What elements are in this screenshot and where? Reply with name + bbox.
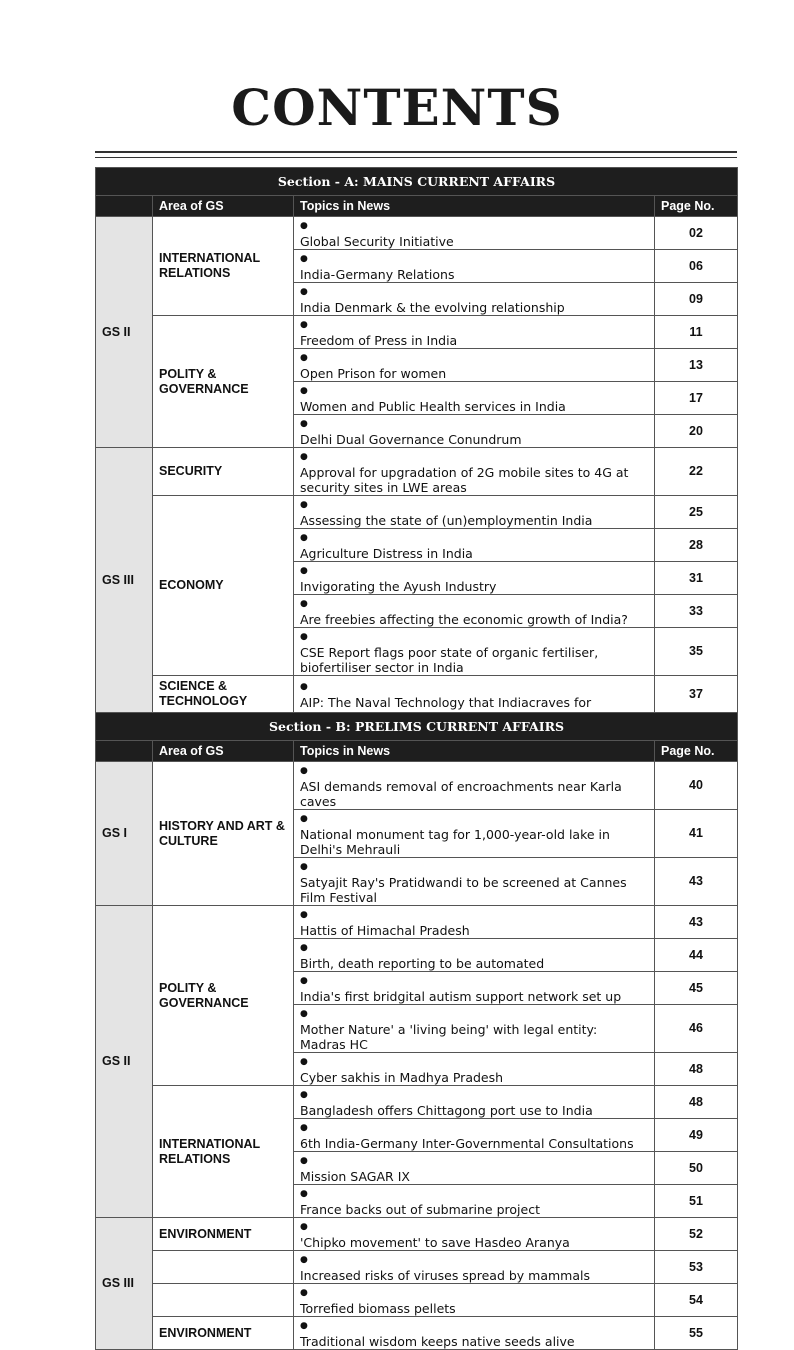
topic-link[interactable]: ●Are freebies affecting the economic growth of India?: [294, 595, 655, 628]
page-number[interactable]: 43: [655, 858, 738, 906]
area-label: ENVIRONMENT: [153, 1317, 294, 1350]
header-topics: Topics in News: [294, 196, 655, 217]
bullet-icon: ●: [300, 766, 308, 776]
bullet-icon: ●: [300, 1090, 308, 1100]
page-number[interactable]: 53: [655, 1251, 738, 1284]
page-number[interactable]: 43: [655, 906, 738, 939]
topic-link[interactable]: ●Mother Nature' a 'living being' with legal entity: Madras HC: [294, 1005, 655, 1053]
topic-link[interactable]: ●Open Prison for women: [294, 349, 655, 382]
title-rule-thin: [95, 157, 737, 158]
bullet-icon: ●: [300, 221, 308, 231]
bullet-icon: ●: [300, 814, 308, 824]
page-number[interactable]: 54: [655, 1284, 738, 1317]
page-number[interactable]: 46: [655, 1005, 738, 1053]
topic-link[interactable]: ●Freedom of Press in India: [294, 316, 655, 349]
bullet-icon: ●: [300, 419, 308, 429]
page-number[interactable]: 31: [655, 562, 738, 595]
bullet-icon: ●: [300, 1321, 308, 1331]
section-a-title: Section - A: MAINS CURRENT AFFAIRS: [96, 168, 738, 196]
page-number[interactable]: 17: [655, 382, 738, 415]
bullet-icon: ●: [300, 452, 308, 462]
header-area: Area of GS: [153, 741, 294, 762]
topic-link[interactable]: ●ASI demands removal of encroachments near Karla caves: [294, 762, 655, 810]
topic-link[interactable]: ●Mission SAGAR IX: [294, 1152, 655, 1185]
page-number[interactable]: 09: [655, 283, 738, 316]
bullet-icon: ●: [300, 1222, 308, 1232]
header-area: Area of GS: [153, 196, 294, 217]
bullet-icon: ●: [300, 287, 308, 297]
page-title: CONTENTS: [231, 78, 563, 137]
topic-link[interactable]: ●Increased risks of viruses spread by mammals: [294, 1251, 655, 1284]
bullet-icon: ●: [300, 500, 308, 510]
gs-paper-label: GS II: [96, 906, 153, 1218]
topic-link[interactable]: ●France backs out of submarine project: [294, 1185, 655, 1218]
page-number[interactable]: 25: [655, 496, 738, 529]
bullet-icon: ●: [300, 1009, 308, 1019]
bullet-icon: ●: [300, 320, 308, 330]
topic-link[interactable]: ●Satyajit Ray's Pratidwandi to be screened at Cannes Film Festival: [294, 858, 655, 906]
bullet-icon: ●: [300, 1123, 308, 1133]
topic-link[interactable]: ●Delhi Dual Governance Conundrum: [294, 415, 655, 448]
page-number[interactable]: 28: [655, 529, 738, 562]
page-number[interactable]: 20: [655, 415, 738, 448]
bullet-icon: ●: [300, 632, 308, 642]
topic-link[interactable]: ●AIP: The Naval Technology that Indiacraves for: [294, 676, 655, 713]
header-blank: [96, 741, 153, 762]
section-a-column-headers: [96, 196, 738, 217]
bullet-icon: ●: [300, 910, 308, 920]
header-page: Page No.: [655, 196, 738, 217]
table-row: [96, 1086, 738, 1119]
page-number[interactable]: 35: [655, 628, 738, 676]
topic-link[interactable]: ●India's first bridgital autism support network set up: [294, 972, 655, 1005]
bullet-icon: ●: [300, 386, 308, 396]
section-a-header-row: [96, 168, 738, 196]
page-number[interactable]: 40: [655, 762, 738, 810]
title-rule-thick: [95, 151, 737, 153]
page-number[interactable]: 48: [655, 1086, 738, 1119]
bullet-icon: ●: [300, 1255, 308, 1265]
topic-link[interactable]: ●India Denmark & the evolving relationship: [294, 283, 655, 316]
topic-link[interactable]: ●Hattis of Himachal Pradesh: [294, 906, 655, 939]
gs-paper-label: GS I: [96, 762, 153, 906]
topic-link[interactable]: ●National monument tag for 1,000-year-old lake in Delhi's Mehrauli: [294, 810, 655, 858]
topic-link[interactable]: ●Agriculture Distress in India: [294, 529, 655, 562]
page-number[interactable]: 51: [655, 1185, 738, 1218]
section-b-title: Section - B: PRELIMS CURRENT AFFAIRS: [96, 713, 738, 741]
table-row: [96, 906, 738, 939]
bullet-icon: ●: [300, 1057, 308, 1067]
page-number[interactable]: 33: [655, 595, 738, 628]
table-row: [96, 496, 738, 529]
page-number[interactable]: 50: [655, 1152, 738, 1185]
bullet-icon: ●: [300, 862, 308, 872]
area-label: POLITY & GOVERNANCE: [153, 316, 294, 448]
bullet-icon: ●: [300, 566, 308, 576]
topic-link[interactable]: ●Women and Public Health services in India: [294, 382, 655, 415]
area-label: SCIENCE & TECHNOLOGY: [153, 676, 294, 713]
page-number[interactable]: 13: [655, 349, 738, 382]
area-label-empty: [153, 1284, 294, 1317]
table-row: [96, 316, 738, 349]
topic-link[interactable]: ●Birth, death reporting to be automated: [294, 939, 655, 972]
table-row: [96, 217, 738, 250]
page-number[interactable]: 52: [655, 1218, 738, 1251]
gs-paper-label: GS III: [96, 1218, 153, 1350]
bullet-icon: ●: [300, 976, 308, 986]
area-label: HISTORY AND ART & CULTURE: [153, 762, 294, 906]
bullet-icon: ●: [300, 599, 308, 609]
page-number[interactable]: 44: [655, 939, 738, 972]
topic-link[interactable]: ●Invigorating the Ayush Industry: [294, 562, 655, 595]
topic-link[interactable]: ●Assessing the state of (un)employmentin India: [294, 496, 655, 529]
page-number[interactable]: 02: [655, 217, 738, 250]
page-number[interactable]: 45: [655, 972, 738, 1005]
table-row: [96, 762, 738, 810]
page-number[interactable]: 41: [655, 810, 738, 858]
topic-link[interactable]: ●Bangladesh offers Chittagong port use to India: [294, 1086, 655, 1119]
topic-link[interactable]: ●6th India-Germany Inter-Governmental Consultations: [294, 1119, 655, 1152]
bullet-icon: ●: [300, 1156, 308, 1166]
bullet-icon: ●: [300, 254, 308, 264]
topic-link[interactable]: ●Global Security Initiative: [294, 217, 655, 250]
topic-link[interactable]: ●India-Germany Relations: [294, 250, 655, 283]
topic-link[interactable]: ●Torrefied biomass pellets: [294, 1284, 655, 1317]
topic-link[interactable]: ●Approval for upgradation of 2G mobile sites to 4G at security sites in LWE areas: [294, 448, 655, 496]
contents-table: [95, 167, 738, 1350]
area-label: INTERNATIONAL RELATIONS: [153, 217, 294, 316]
page-number[interactable]: 37: [655, 676, 738, 713]
area-label: ECONOMY: [153, 496, 294, 676]
table-row: [96, 1284, 738, 1317]
topic-link[interactable]: ●Traditional wisdom keeps native seeds alive: [294, 1317, 655, 1350]
gs-paper-label: GS II: [96, 217, 153, 448]
area-label: ENVIRONMENT: [153, 1218, 294, 1251]
header-blank: [96, 196, 153, 217]
page-number[interactable]: 48: [655, 1053, 738, 1086]
page-number[interactable]: 49: [655, 1119, 738, 1152]
topic-link[interactable]: ●CSE Report flags poor state of organic fertiliser, biofertiliser sector in India: [294, 628, 655, 676]
topic-link[interactable]: ●Cyber sakhis in Madhya Pradesh: [294, 1053, 655, 1086]
bullet-icon: ●: [300, 1189, 308, 1199]
area-label: INTERNATIONAL RELATIONS: [153, 1086, 294, 1218]
bullet-icon: ●: [300, 353, 308, 363]
section-b-column-headers: [96, 741, 738, 762]
page-number[interactable]: 22: [655, 448, 738, 496]
area-label: SECURITY: [153, 448, 294, 496]
page-number[interactable]: 06: [655, 250, 738, 283]
bullet-icon: ●: [300, 1288, 308, 1298]
page-number[interactable]: 11: [655, 316, 738, 349]
table-row: [96, 448, 738, 496]
header-topics: Topics in News: [294, 741, 655, 762]
table-row: [96, 1251, 738, 1284]
table-row: [96, 676, 738, 713]
section-b-header-row: [96, 713, 738, 741]
area-label: POLITY & GOVERNANCE: [153, 906, 294, 1086]
area-label-empty: [153, 1251, 294, 1284]
table-row: [96, 1218, 738, 1251]
topic-link[interactable]: ●'Chipko movement' to save Hasdeo Aranya: [294, 1218, 655, 1251]
page-number[interactable]: 55: [655, 1317, 738, 1350]
bullet-icon: ●: [300, 682, 308, 692]
bullet-icon: ●: [300, 533, 308, 543]
bullet-icon: ●: [300, 943, 308, 953]
table-row: [96, 1317, 738, 1350]
header-page: Page No.: [655, 741, 738, 762]
gs-paper-label: GS III: [96, 448, 153, 713]
